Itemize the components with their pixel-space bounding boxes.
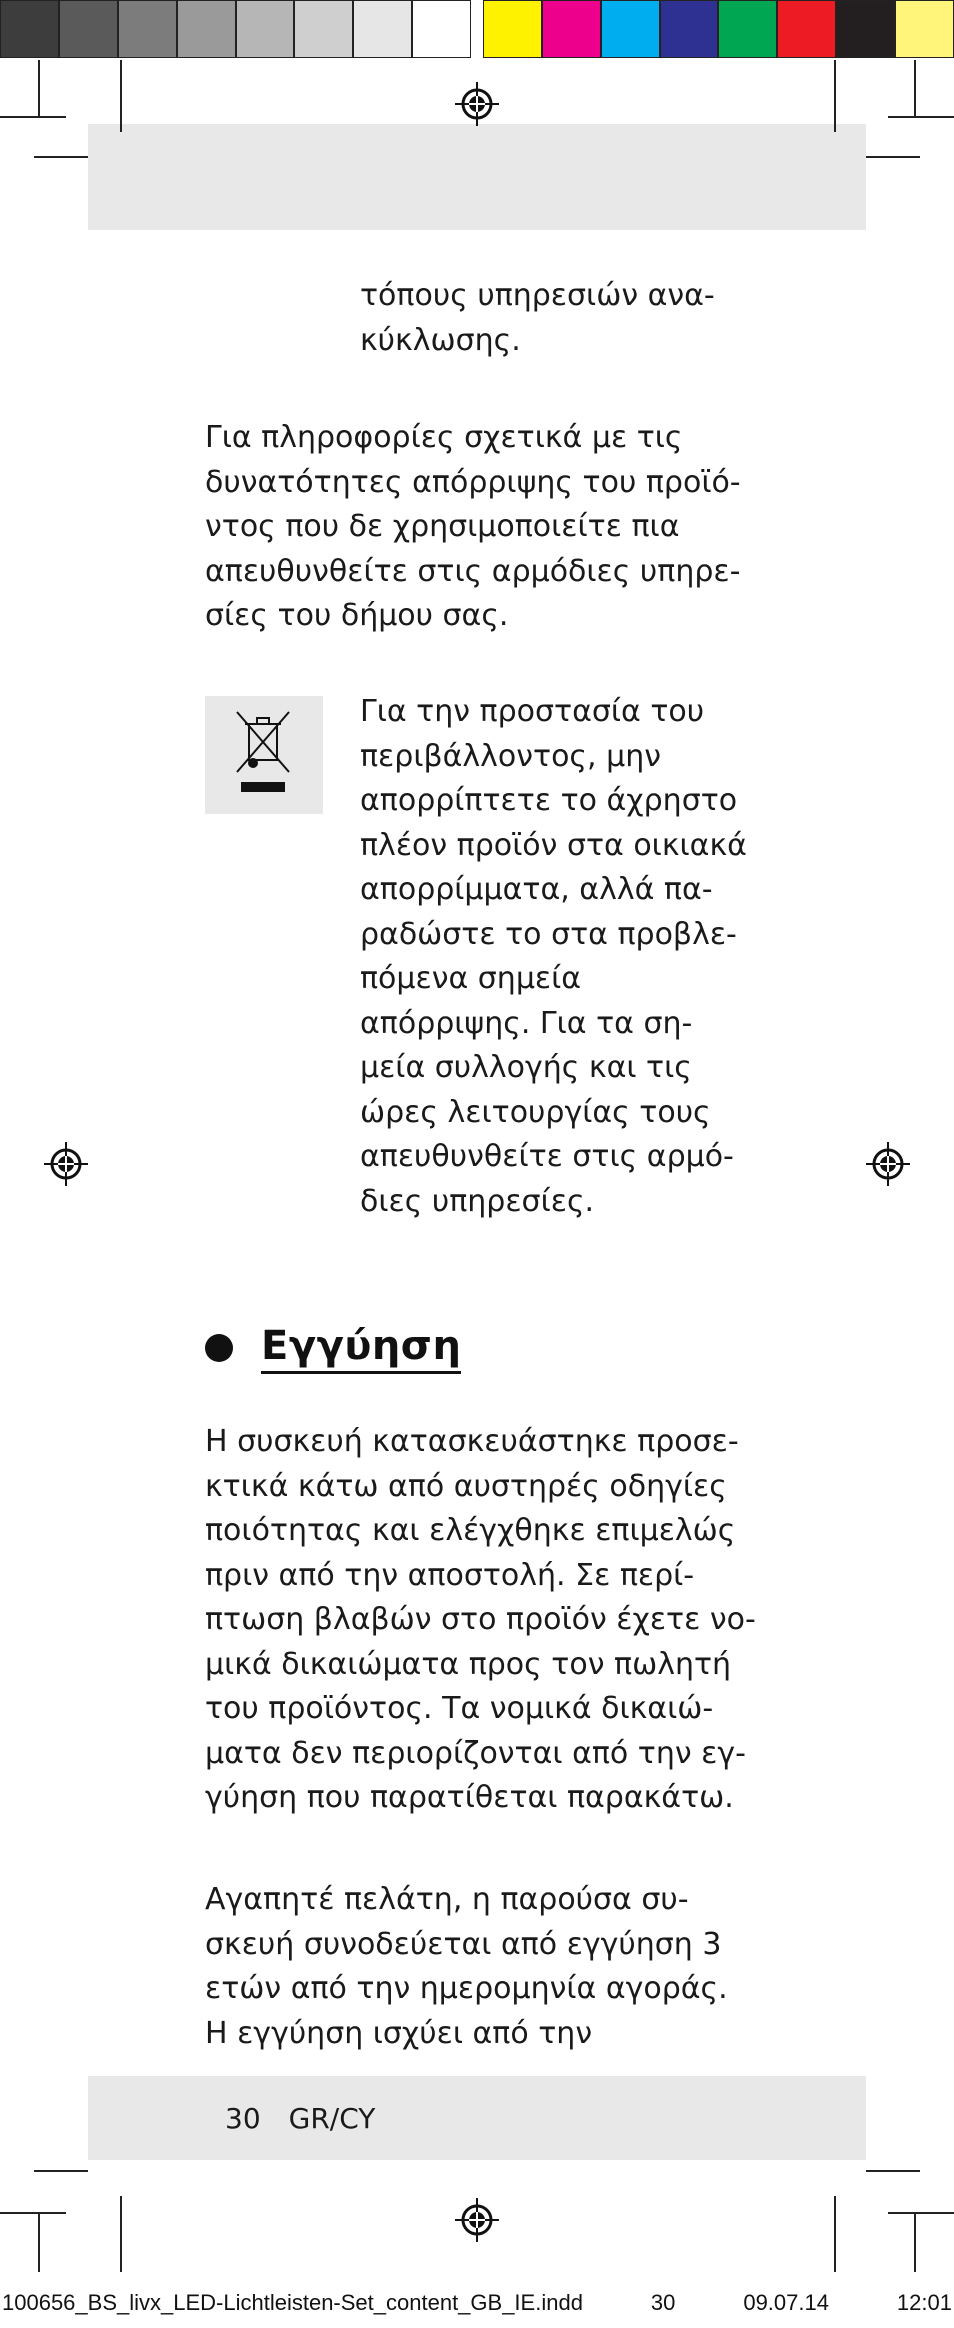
crop-mark <box>38 2212 40 2272</box>
crop-mark <box>914 60 916 118</box>
page-footer <box>225 2102 375 2135</box>
color-calibration-bar <box>0 0 954 60</box>
crop-mark <box>866 156 920 158</box>
page-number: 30 <box>225 2102 261 2135</box>
crop-mark <box>120 2196 122 2272</box>
paragraph-disposal-info: Για πληροφορίες σχετικά με τις δυνατότητες απόρριψης του προϊό- ντος που δε χρησιμοποιείτε πια απευθυνθείτε στις αρμόδιες υπηρε- σίες του δήμου σας. <box>205 420 741 633</box>
crop-mark <box>834 60 836 132</box>
heading-title: Εγγύηση <box>261 1323 461 1374</box>
color-swatch <box>895 0 954 58</box>
header-band <box>88 124 866 230</box>
bullet-icon <box>205 1334 233 1362</box>
color-swatch <box>660 0 719 58</box>
color-swatch <box>601 0 660 58</box>
color-swatch <box>118 0 177 58</box>
color-swatch <box>177 0 236 58</box>
region-code: GR/CY <box>288 2102 376 2135</box>
crop-mark <box>888 116 954 118</box>
registration-mark-icon <box>455 2198 499 2242</box>
crop-mark <box>834 2196 836 2272</box>
crop-mark <box>866 2170 920 2172</box>
color-swatch <box>236 0 295 58</box>
paragraph-warranty-terms: Αγαπητέ πελάτη, η παρούσα συ- σκευή συνοδεύεται από εγγύηση 3 ετών από την ημερομηνία αγοράς. Η εγγύηση ισχύει από την <box>205 1882 728 2051</box>
crop-mark <box>888 2212 954 2214</box>
color-swatch <box>353 0 412 58</box>
crossed-out-wheeled-bin-icon <box>205 696 323 814</box>
paragraph-recycling-end: τόπους υπηρεσιών ανα- κύκλωσης. <box>360 278 715 358</box>
paragraph-environment: Για την προστασία του περιβάλλοντος, μην απορρίπτετε το άχρηστο πλέον προϊόν στα οικιακά απορρίμματα, αλλά πα- ραδώστε το στα προβλε- πόμενα σημεία απόρριψης. Για τα ση- μεία συλλογής και τις ώρες λειτουργίας τους απευθυνθείτε στις αρμό- διες υπηρεσίες. <box>360 694 747 1219</box>
color-swatch <box>542 0 601 58</box>
slug-page: 30 <box>650 2290 676 2315</box>
registration-mark-icon <box>44 1142 88 1186</box>
color-swatch <box>294 0 353 58</box>
registration-mark-icon <box>455 82 499 126</box>
registration-mark-icon <box>866 1142 910 1186</box>
print-slug <box>2 2290 952 2316</box>
color-swatch <box>836 0 895 58</box>
crop-mark <box>914 2212 916 2272</box>
slug-time: 12:01 <box>896 2290 952 2315</box>
slug-date: 09.07.14 <box>743 2290 829 2315</box>
color-swatch <box>0 0 59 58</box>
color-swatch <box>59 0 118 58</box>
crop-mark <box>34 2170 88 2172</box>
color-swatch <box>777 0 836 58</box>
color-swatch <box>483 0 542 58</box>
crop-mark <box>0 2212 66 2214</box>
footer-band <box>88 2076 866 2160</box>
section-heading <box>205 1318 461 1378</box>
slug-file: 100656_BS_livx_LED-Lichtleisten-Set_content_GB_IE.indd <box>2 2290 583 2315</box>
crop-mark <box>38 60 40 118</box>
crop-mark <box>34 156 88 158</box>
paragraph-warranty-intro: Η συσκευή κατασκευάστηκε προσε- κτικά κάτω από αυστηρές οδηγίες ποιότητας και ελέγχθηκε επιμελώς πριν από την αποστολή. Σε περί- πτωση βλαβών στο προϊόν έχετε νο- μικά δικαιώματα προς τον πωλητή του προϊόντος. Τα νομικά δικαιώ- ματα δεν περιορίζονται από την εγ- γύηση που παρατίθεται παρακάτω. <box>205 1424 756 1815</box>
crop-mark <box>0 116 66 118</box>
color-swatch <box>718 0 777 58</box>
color-swatch <box>412 0 471 58</box>
crop-mark <box>120 60 122 132</box>
weee-symbol-box <box>205 696 323 814</box>
